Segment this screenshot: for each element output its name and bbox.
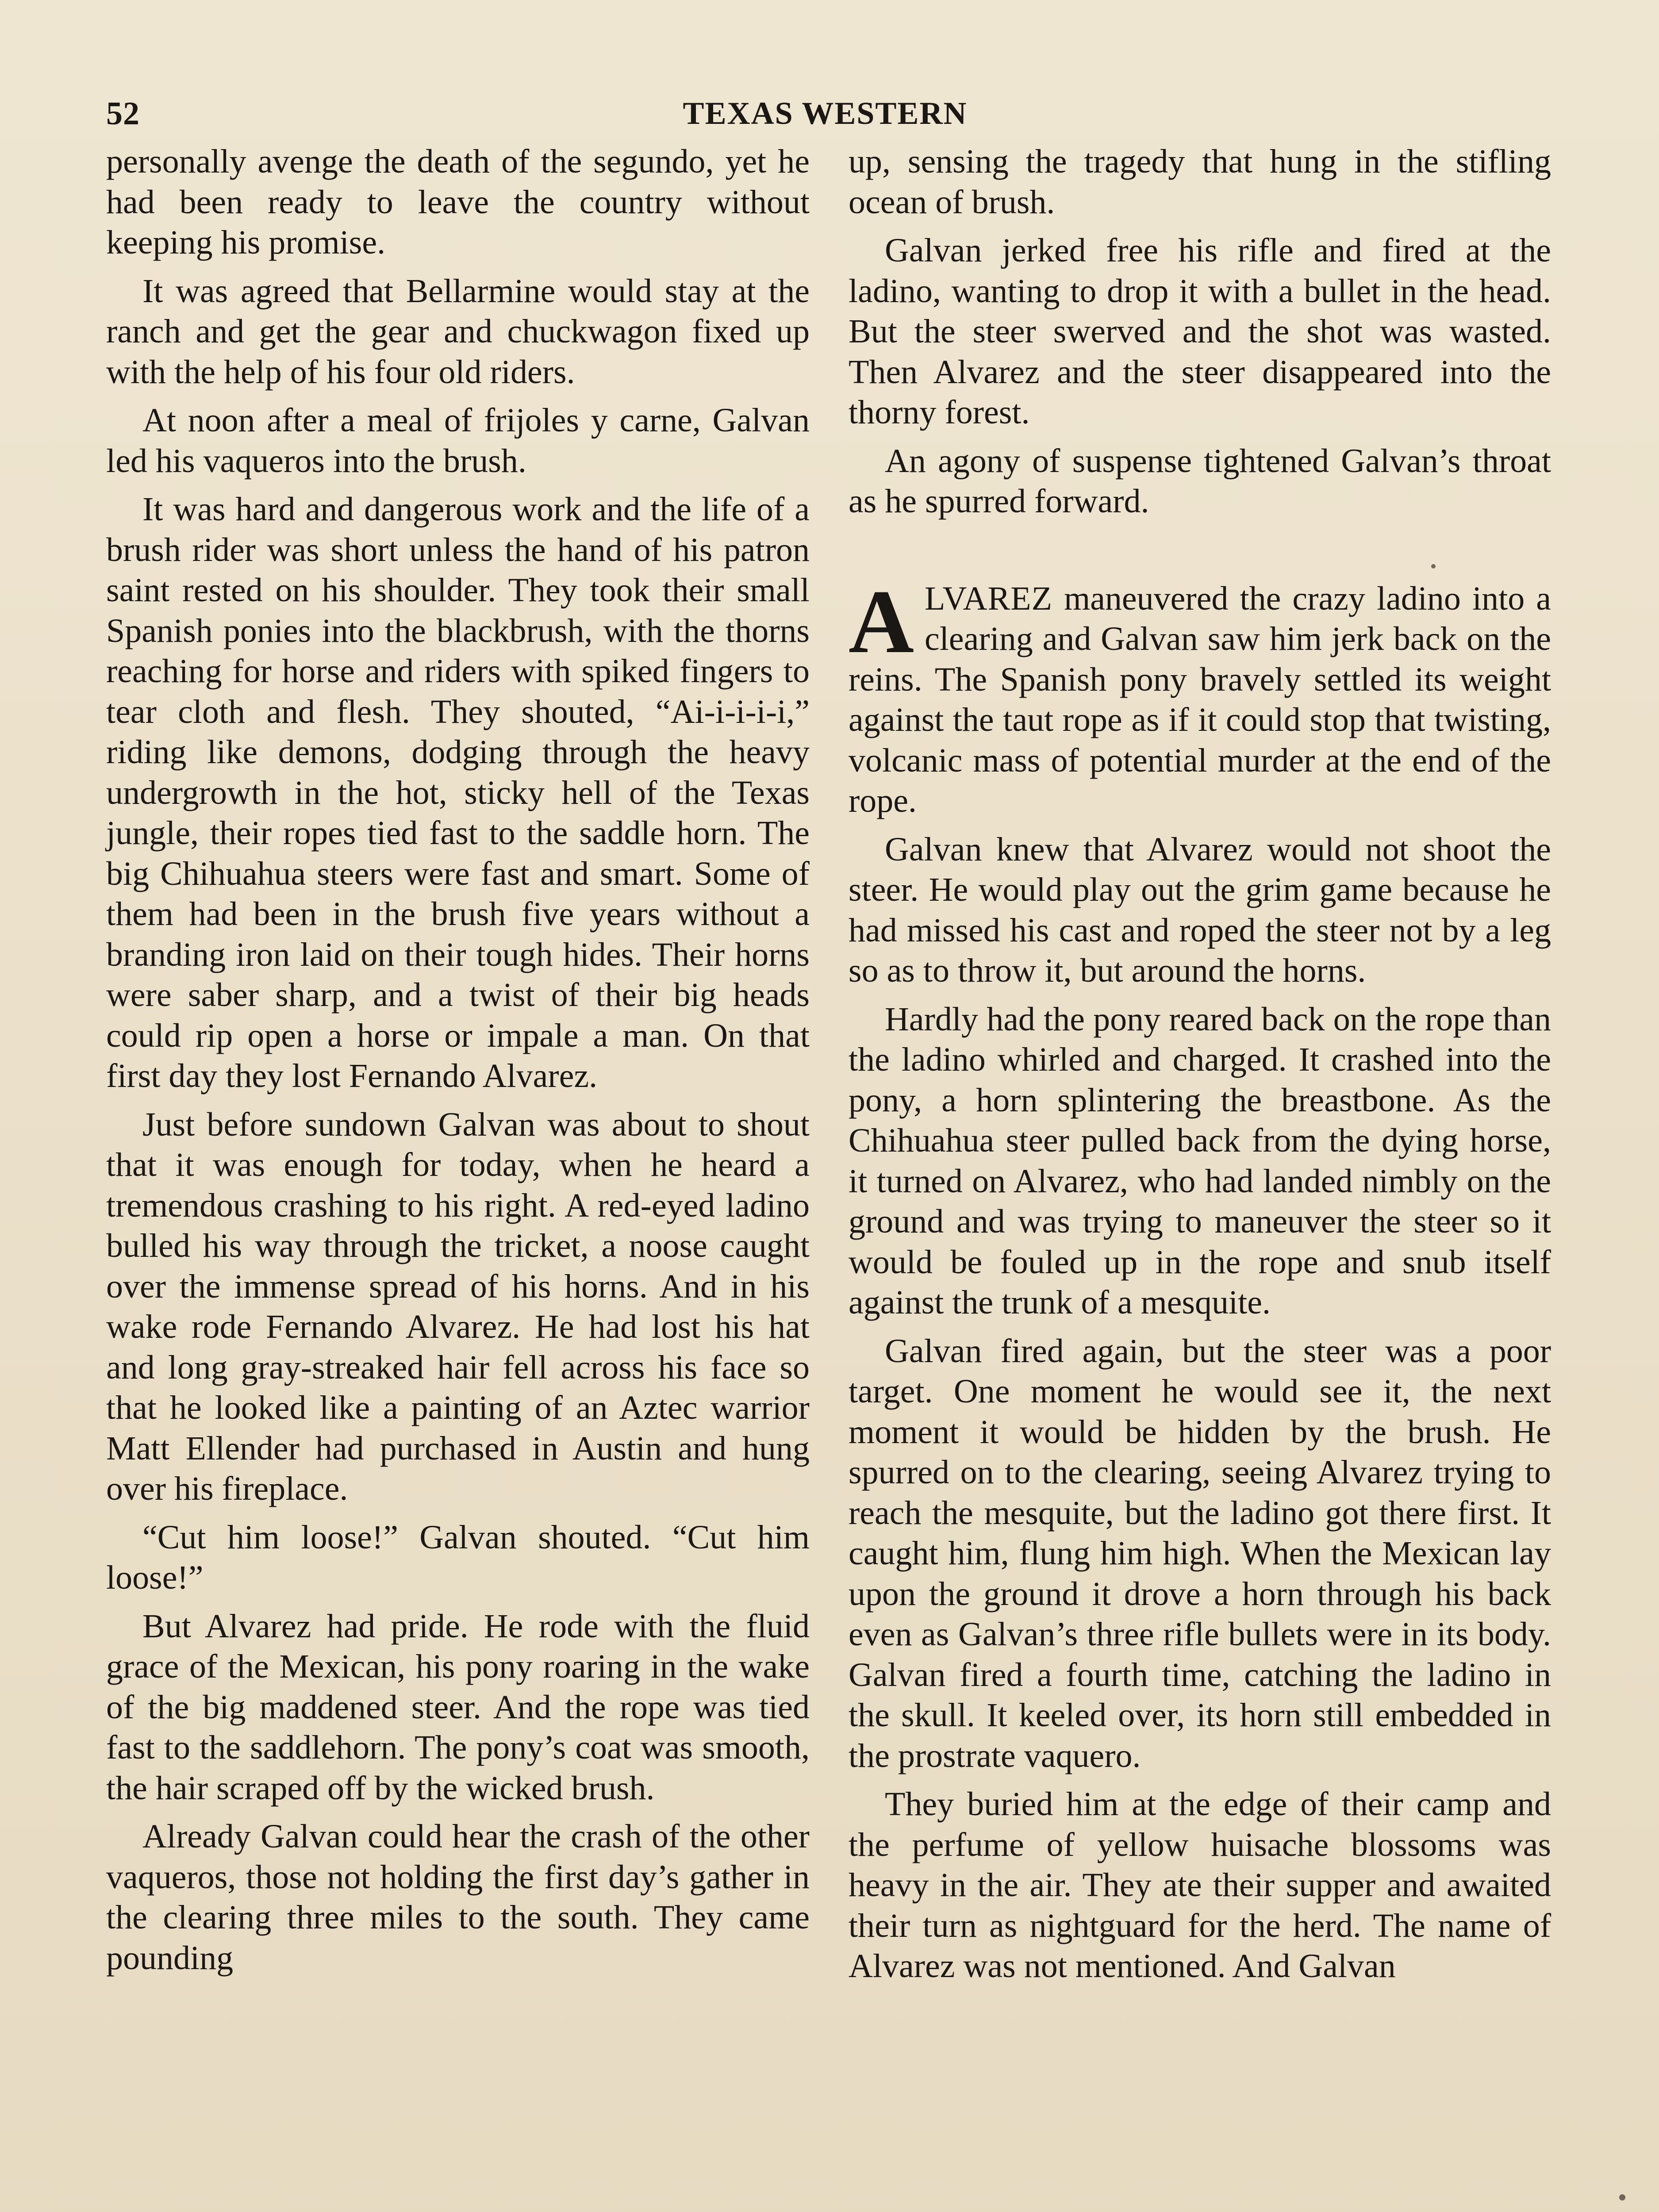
print-speck: [1619, 2194, 1625, 2200]
paragraph: At noon after a meal of frijoles y carne, Galvan led his vaqueros into the brush.: [106, 402, 810, 480]
drop-cap-paragraph: [849, 571, 1551, 822]
paragraph: Just before sundown Galvan was about to shout that it was enough for today, when he heard a tremendous crashing to his right. A red-eyed ladino bulled his way through the tricket, a noose caught over the immense spread of his horns. And in his wake rode Fernando Alvarez. He had lost his hat and long gray-streaked hair fell across his face so that he looked like a painting of an Aztec warrior Matt Ellender had purchased in Austin and hung over his fireplace.: [106, 1106, 810, 1507]
drop-cap: A: [849, 571, 914, 672]
print-speck: [1431, 564, 1436, 568]
paragraph: Galvan jerked free his rifle and fired at the ladino, wanting to drop it with a bullet in the head. But the steer swerved and the shot was wasted. Then Alvarez and the steer disappeared into the thorny forest.: [849, 232, 1551, 431]
paragraph: It was agreed that Bellarmine would stay at the ranch and get the gear and chuckwagon fixed up with the help of his four old riders.: [106, 272, 810, 391]
paragraph: It was hard and dangerous work and the life of a brush rider was short unless the hand of his patron saint rested on his shoulder. They took their small Spanish ponies into the blackbrush, with the thorns reaching for horse and riders with spiked fingers to tear cloth and flesh. They shouted, “Ai-i-i-i-i,” riding like demons, dodging through the heavy undergrowth in the hot, sticky hell of the Texas jungle, their ropes tied fast to the saddle horn. The big Chihuahua steers were fast and smart. Some of them had been in the brush five years without a branding iron laid on their tough hides. Their horns were saber sharp, and a twist of their big heads could rip open a horse or impale a man. On that first day they lost Fernando Alvarez.: [106, 491, 810, 1094]
paragraph: “Cut him loose!” Galvan shouted. “Cut him loose!”: [106, 1518, 810, 1596]
paragraph: up, sensing the tragedy that hung in the stifling ocean of brush.: [849, 143, 1551, 221]
drop-cap-paragraph-text: maneuvered the crazy ladino into a clearing and Galvan saw him jerk back on the reins. The Spanish pony bravely settled its weight against the taut rope as if it could stop that twisting, volcanic mass of potential murder at the end of the rope.: [849, 580, 1551, 819]
running-head: TEXAS WESTERN: [683, 96, 968, 131]
paragraph: Already Galvan could hear the crash of the other vaqueros, those not holding the first day’s gather in the clearing three miles to the south. They came pounding: [106, 1818, 810, 1977]
page-number: 52: [106, 96, 140, 132]
paragraph: Hardly had the pony reared back on the rope than the ladino whirled and charged. It crashed into the pony, a horn splintering the breastbone. As the Chihuahua steer pulled back from the dying horse, it turned on Alvarez, who had landed nimbly on the ground and was trying to maneuver the steer so it would be fouled up in the rope and snub itself against the trunk of a mesquite.: [849, 1000, 1551, 1321]
paragraph: Galvan knew that Alvarez would not shoot the steer. He would play out the grim game because he had missed his cast and roped the steer not by a leg so as to throw it, but around the horns.: [849, 830, 1551, 989]
paragraph: Galvan fired again, but the steer was a poor target. One moment he would see it, the next moment it would be hidden by the brush. He spurred on to the clearing, seeing Alvarez trying to reach the mesquite, but the ladino got there first. It caught him, flung him high. When the Mexican lay upon the ground it drove a horn through his back even as Galvan’s three rifle bullets were in its body. Galvan fired a fourth time, catching the ladino in the skull. It keeled over, its horn still embedded in the prostrate vaquero.: [849, 1332, 1551, 1774]
lead-in-word: LVAREZ: [925, 580, 1053, 617]
paragraph: They buried him at the edge of their camp and the perfume of yellow huisache blossoms was heavy in the air. They ate their supper and awaited their turn as nightguard for the herd. The name of Alvarez was not mentioned. And Galvan: [849, 1786, 1551, 1985]
page-header: [102, 95, 1548, 139]
section-break: [849, 530, 1551, 579]
paragraph: An agony of suspense tightened Galvan’s throat as he spurred forward.: [849, 442, 1551, 520]
paragraph: personally avenge the death of the segundo, yet he had been ready to leave the country without keeping his promise.: [106, 143, 810, 261]
paragraph: But Alvarez had pride. He rode with the fluid grace of the Mexican, his pony roaring in the wake of the big maddened steer. And the rope was tied fast to the saddlehorn. The pony’s coat was smooth, the hair scraped off by the wicked brush.: [106, 1607, 810, 1807]
left-column: [106, 142, 810, 1986]
right-column: [849, 142, 1551, 1995]
